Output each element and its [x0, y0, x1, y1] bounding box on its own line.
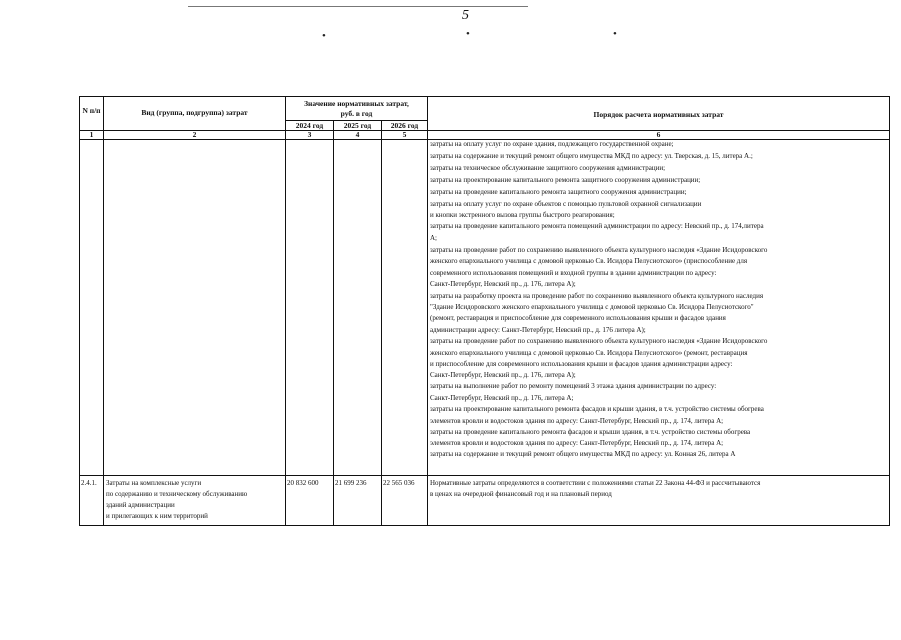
order-line: женского епархиального училища с домовой церковью Св. Исидора Пелусиотского» (приспособление для	[430, 257, 748, 265]
top-border-line	[188, 6, 528, 7]
col-divider	[381, 120, 382, 525]
col-number: 6	[656, 130, 661, 139]
order-line: затраты на оплату услуг по охране здания, подлежащего государственной охране;	[430, 140, 674, 148]
order-line: администрации адресу: Санкт-Петербург, Невский пр., д. 176 литера А);	[430, 326, 646, 334]
page-number: 5	[462, 8, 469, 23]
order-line: элементов кровли и водостоков здания по адресу: Санкт-Петербург, Невский пр., д. 174, литера А;	[430, 417, 724, 425]
order-line: и кнопки экстренного вызова группы быстрого реагирования;	[430, 211, 615, 219]
header-value-line2: руб. в год	[340, 109, 373, 118]
order-line: затраты на разработку проекта на проведение работ по сохранению выявленного объекта культурного наследия	[430, 292, 764, 300]
col-number: 5	[402, 130, 407, 139]
order-line: элементов кровли и водостоков здания по адресу: Санкт-Петербург, Невский пр., д. 174, литера А;	[430, 439, 724, 447]
order-line: затраты на выполнение работ по ремонту помещений 3 этажа здания администрации по адресу:	[430, 382, 717, 390]
value-2025: 21 699 236	[335, 479, 367, 487]
order-line: затраты на проведение капитального ремонта помещений администрации по адресу: Невский пр., д. 174,литера	[430, 222, 764, 230]
order-line: затраты на проведение капитального ремонта фасадов и крыши здания, в т.ч. устройство системы обогрева	[430, 428, 751, 436]
col-divider	[333, 120, 334, 525]
col-divider	[285, 97, 286, 525]
order-line: Санкт-Петербург, Невский пр., д. 176, литера А);	[430, 371, 576, 379]
value-2026: 22 565 036	[383, 479, 415, 487]
order-line: Санкт-Петербург, Невский пр., д. 176, литера А);	[430, 280, 576, 288]
col-number: 1	[89, 130, 94, 139]
value-2024: 20 832 600	[287, 479, 319, 487]
order-line: А;	[430, 234, 437, 242]
order-line: затраты на проведение работ по сохранению выявленного объекта культурного наследия «Здание Исидоровского	[430, 246, 768, 254]
rule-row1-bottom	[80, 475, 889, 476]
order-line: в ценах на очередной финансовый год и на плановый период	[430, 490, 612, 498]
order-line: Нормативные затраты определяются в соответствии с положениями статьи 22 Закона 44-ФЗ и рассчитываются	[430, 479, 761, 487]
order-line: современного использования помещений и входной группы в здании администрации по адресу:	[430, 269, 717, 277]
col-divider	[427, 97, 428, 525]
order-line: (ремонт, реставрация и приспособление для современного использования крыши и фасадов здания	[430, 314, 726, 322]
cost-table	[79, 96, 890, 526]
header-num: N п/п	[82, 106, 101, 115]
order-line: затраты на содержание и текущий ремонт общего имущества МКД по адресу: ул. Конная 26, литера А	[430, 450, 736, 458]
cost-type-line: Затраты на комплексные услуги	[106, 479, 202, 487]
col-number: 3	[307, 130, 312, 139]
scan-mark: •	[466, 28, 470, 40]
order-line: женского епархиального училища с домовой церковью Св. Исидора Пелусиотского» (ремонт, реставрация	[430, 349, 748, 357]
col-number: 4	[355, 130, 360, 139]
order-line: затраты на техническое обслуживание защитного сооружения администрации;	[430, 164, 666, 172]
order-line: Санкт-Петербург, Невский пр., д. 176, литера А;	[430, 394, 574, 402]
cost-type-line: зданий администрации	[106, 501, 175, 509]
header-type: Вид (группа, подгруппа) затрат	[141, 108, 248, 117]
order-line: затраты на содержание и текущий ремонт общего имущества МКД по адресу: ул. Тверская, д. 15, литера А.;	[430, 152, 753, 160]
order-line: затраты на проектирование капитального ремонта защитного сооружения администрации;	[430, 176, 701, 184]
header-year-2024: 2024 год	[295, 121, 324, 130]
row-number: 2.4.1.	[81, 479, 97, 487]
scan-mark: •	[322, 30, 326, 42]
order-line: затраты на проведение капитального ремонта защитного сооружения администрации;	[430, 188, 687, 196]
header-year-2026: 2026 год	[390, 121, 419, 130]
order-line: затраты на проведение работ по сохранению выявленного объекта культурного наследия «Здание Исидоровского	[430, 337, 768, 345]
order-line: "Здание Исидоровского женского епархиального училища с домовой церковью Св. Исидора Пелусиотского"	[430, 303, 754, 311]
scan-mark: •	[613, 28, 617, 40]
col-number: 2	[192, 130, 197, 139]
header-value-line1: Значение нормативных затрат,	[304, 99, 409, 108]
order-line: затраты на оплату услуг по охране объектов с помощью пультовой охранной сигнализации	[430, 200, 702, 208]
col-divider	[103, 97, 104, 525]
cost-type-line: и прилегающих к ним территорий	[106, 512, 208, 520]
header-year-2025: 2025 год	[343, 121, 372, 130]
order-line: и приспособление для современного использования крыши и фасадов здания администрации адресу:	[430, 360, 733, 368]
header-order: Порядок расчета нормативных затрат	[593, 110, 724, 119]
order-line: затраты на проектирование капитального ремонта фасадов и крыши здания, в т.ч. устройство системы обогрева	[430, 405, 764, 413]
cost-type-line: по содержанию и техническому обслуживанию	[106, 490, 248, 498]
